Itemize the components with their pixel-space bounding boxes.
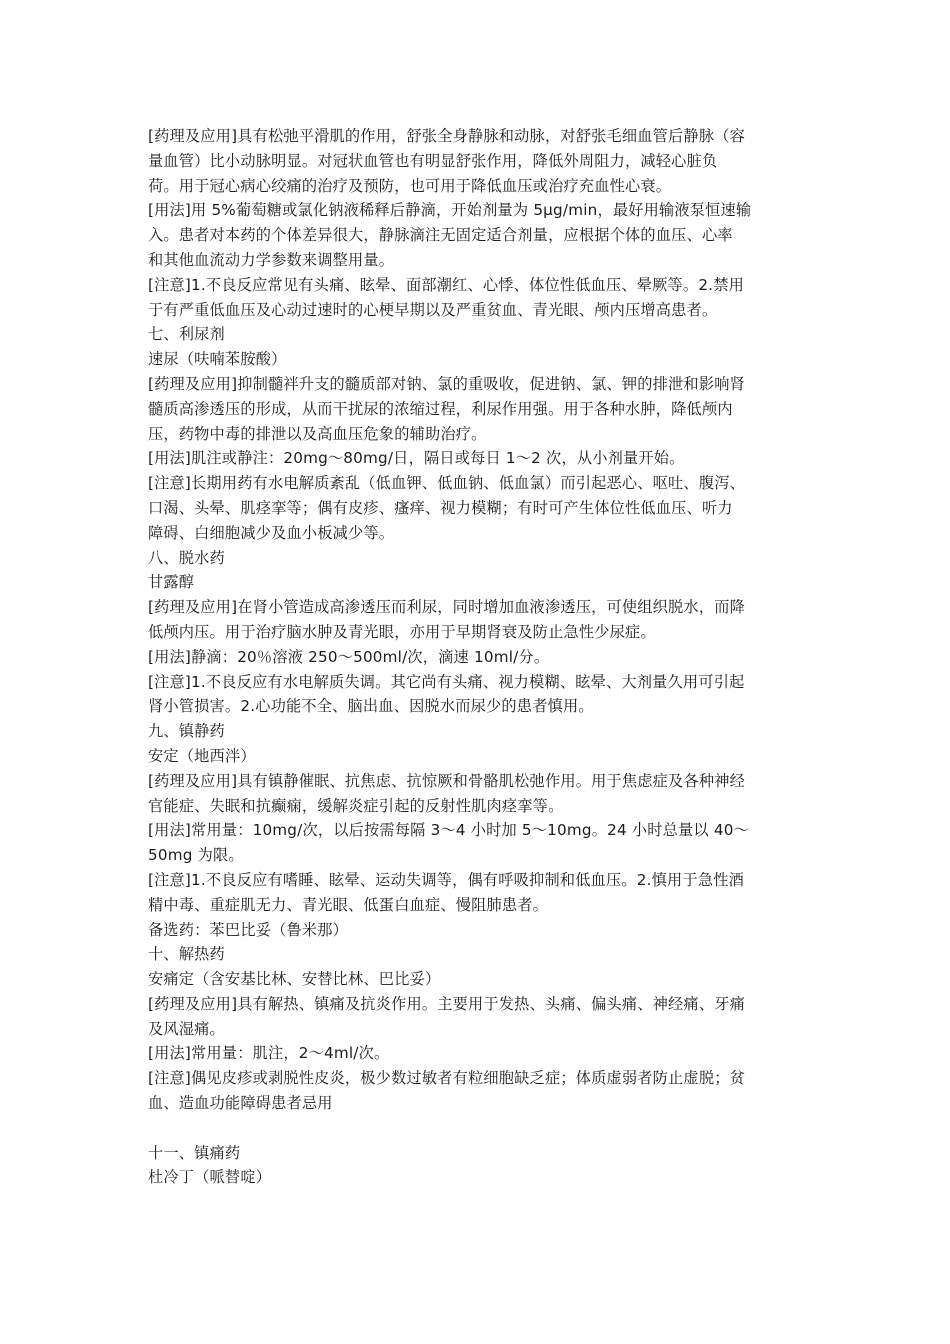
text-line: 十、解热药 [148, 945, 225, 964]
text-line: 安痛定（含安基比林、安替比林、巴比妥） [148, 970, 441, 989]
text-line: 及风湿痛。 [148, 1019, 225, 1038]
blank-line [148, 1116, 798, 1141]
text-line: 官能症、失眠和抗癫痫，缓解炎症引起的反射性肌肉痉挛等。 [148, 796, 564, 815]
text-line: 九、镇静药 [148, 722, 225, 741]
text-line: 压，药物中毒的排泄以及高血压危象的辅助治疗。 [148, 424, 487, 443]
text-line: 障碍、白细胞减少及血小板减少等。 [148, 523, 395, 542]
text-line: 髓质高渗透压的形成，从而干扰尿的浓缩过程，利尿作用强。用于各种水肿，降低颅内 [148, 399, 733, 418]
text-line: [药理及应用]具有镇静催眠、抗焦虑、抗惊厥和骨骼肌松弛作用。用于焦虑症及各种神经 [148, 771, 745, 790]
text-line: 和其他血流动力学参数来调整用量。 [148, 250, 395, 269]
text-line: 口渴、头晕、肌痉挛等；偶有皮疹、瘙痒、视力模糊；有时可产生体位性低血压、听力 [148, 498, 733, 517]
text-line: 八、脱水药 [148, 548, 225, 567]
text-line: [用法]常用量：肌注，2～4ml/次。 [148, 1044, 390, 1063]
text-line: 入。患者对本药的个体差异很大，静脉滴注无固定适合剂量，应根据个体的血压、心率 [148, 226, 733, 245]
text-line: 安定（地西泮） [148, 746, 256, 765]
text-line: 血、造血功能障碍患者忌用 [148, 1094, 333, 1113]
text-line: 于有严重低血压及心动过速时的心梗早期以及严重贫血、青光眼、颅内压增高患者。 [148, 300, 718, 319]
text-line: 七、利尿剂 [148, 325, 225, 344]
text-line: [用法]肌注或静注：20mg～80mg/日，隔日或每日 1～2 次，从小剂量开始。 [148, 449, 685, 468]
text-line: 备选药：苯巴比妥（鲁米那） [148, 920, 349, 939]
text-line: [药理及应用]抑制髓袢升支的髓质部对钠、氯的重吸收，促进钠、氯、钾的排泄和影响肾 [148, 374, 745, 393]
text-line: 量血管）比小动脉明显。对冠状血管也有明显舒张作用，降低外周阻力，减轻心脏负 [148, 151, 718, 170]
text-line: [注意]1.不良反应有嗜睡、眩晕、运动失调等，偶有呼吸抑制和低血压。2.慎用于急性酒 [148, 870, 744, 889]
text-line: [用法]静滴：20％溶液 250～500ml/次，滴速 10ml/分。 [148, 647, 550, 666]
text-line: [注意]1.不良反应有水电解质失调。其它尚有头痛、视力模糊、眩晕、大剂量久用可引起 [148, 672, 745, 691]
text-line: [用法]用 5%葡萄糖或氯化钠液稀释后静滴，开始剂量为 5μg/min，最好用输液泵恒速输 [148, 201, 752, 220]
text-line: 甘露醇 [148, 573, 195, 592]
text-line: [药理及应用]在肾小管造成高渗透压而利尿，同时增加血液渗透压，可使组织脱水，而降 [148, 598, 745, 617]
document-page [148, 124, 798, 1190]
text-line: [药理及应用]具有解热、镇痛及抗炎作用。主要用于发热、头痛、偏头痛、神经痛、牙痛 [148, 994, 745, 1013]
text-line: [注意]偶见皮疹或剥脱性皮炎，极少数过敏者有粒细胞缺乏症；体质虚弱者防止虚脱；贫 [148, 1069, 745, 1088]
text-line: [注意]长期用药有水电解质紊乱（低血钾、低血钠、低血氯）而引起恶心、呕吐、腹泻、 [148, 474, 745, 493]
text-line: 肾小管损害。2.心功能不全、脑出血、因脱水而尿少的患者慎用。 [148, 697, 594, 716]
text-line: 50mg 为限。 [148, 846, 244, 865]
text-line: 低颅内压。用于治疗脑水肿及青光眼，亦用于早期肾衰及防止急性少尿症。 [148, 622, 656, 641]
text-line: [注意]1.不良反应常见有头痛、眩晕、面部潮红、心悸、体位性低血压、晕厥等。2.禁用 [148, 275, 744, 294]
text-line: 杜冷丁（哌替啶） [148, 1168, 272, 1187]
text-line: [用法]常用量：10mg/次，以后按需每隔 3～4 小时加 5～10mg。24 小时总量以 40～ [148, 821, 749, 840]
text-line: 速尿（呋喃苯胺酸） [148, 350, 287, 369]
text-line: 精中毒、重症肌无力、青光眼、低蛋白血症、慢阻肺患者。 [148, 895, 549, 914]
text-line: 十一、镇痛药 [148, 1143, 241, 1162]
text-line: [药理及应用]具有松弛平滑肌的作用，舒张全身静脉和动脉，对舒张毛细血管后静脉（容 [148, 127, 745, 145]
text-line: 荷。用于冠心病心绞痛的治疗及预防，也可用于降低血压或治疗充血性心衰。 [148, 176, 672, 195]
